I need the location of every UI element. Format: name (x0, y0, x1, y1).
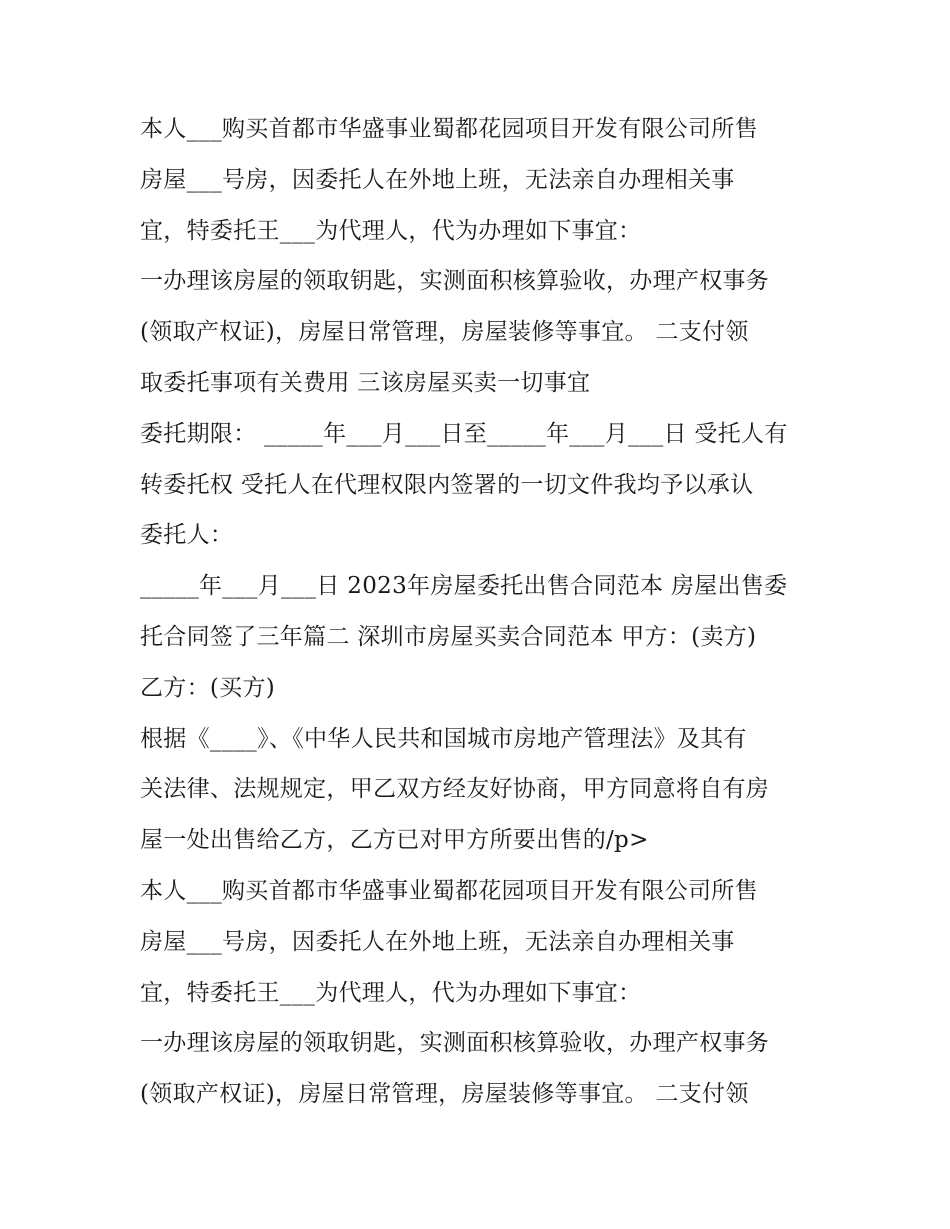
text-line: 本人___购买首都市华盛事业蜀都花园项目开发有限公司所售 (140, 116, 758, 142)
text-line: (领取产权证)，房屋日常管理，房屋装修等事宜。 二支付领 (140, 1081, 749, 1108)
text-line: 一办理该房屋的领取钥匙，实测面积核算验收，办理产权事务 (140, 1030, 770, 1057)
text-line: 委托期限： _____年___月___日至_____年___月___日 受托人有 (140, 420, 788, 447)
text-line: 托合同签了三年篇二 深圳市房屋买卖合同范本 甲方：(卖方) (140, 623, 757, 650)
text-line: 一办理该房屋的领取钥匙，实测面积核算验收，办理产权事务 (140, 268, 770, 295)
text-line: 房屋___号房，因委托人在外地上班，无法亲自办理相关事 (140, 928, 735, 955)
text-line: 委托人： (140, 522, 234, 549)
text-line: 关法律、法规规定，甲乙双方经友好协商，甲方同意将自有房 (140, 776, 770, 803)
text-line: 乙方：(买方) (140, 674, 276, 701)
text-line: (领取产权证)，房屋日常管理，房屋装修等事宜。 二支付领 (140, 319, 749, 346)
text-line: 根据《____》、《中华人民共和国城市房地产管理法》及其有 (140, 725, 747, 752)
text-line: 屋一处出售给乙方，乙方已对甲方所要出售的/p> (140, 827, 649, 854)
text-line: 本人___购买首都市华盛事业蜀都花园项目开发有限公司所售 (140, 877, 758, 904)
text-line: 宜，特委托王___为代理人，代为办理如下事宜： (140, 217, 642, 244)
text-line: 转委托权 受托人在代理权限内签署的一切文件我均予以承认 (140, 471, 754, 498)
text-line: 宜，特委托王___为代理人，代为办理如下事宜： (140, 979, 642, 1006)
text-line: 房屋___号房，因委托人在外地上班，无法亲自办理相关事 (140, 166, 735, 193)
body-text (140, 104, 830, 1120)
text-line: 取委托事项有关费用 三该房屋买卖一切事宜 (140, 369, 591, 396)
text-line: _____年___月___日 2023年房屋委托出售合同范本 房屋出售委 (140, 573, 788, 600)
